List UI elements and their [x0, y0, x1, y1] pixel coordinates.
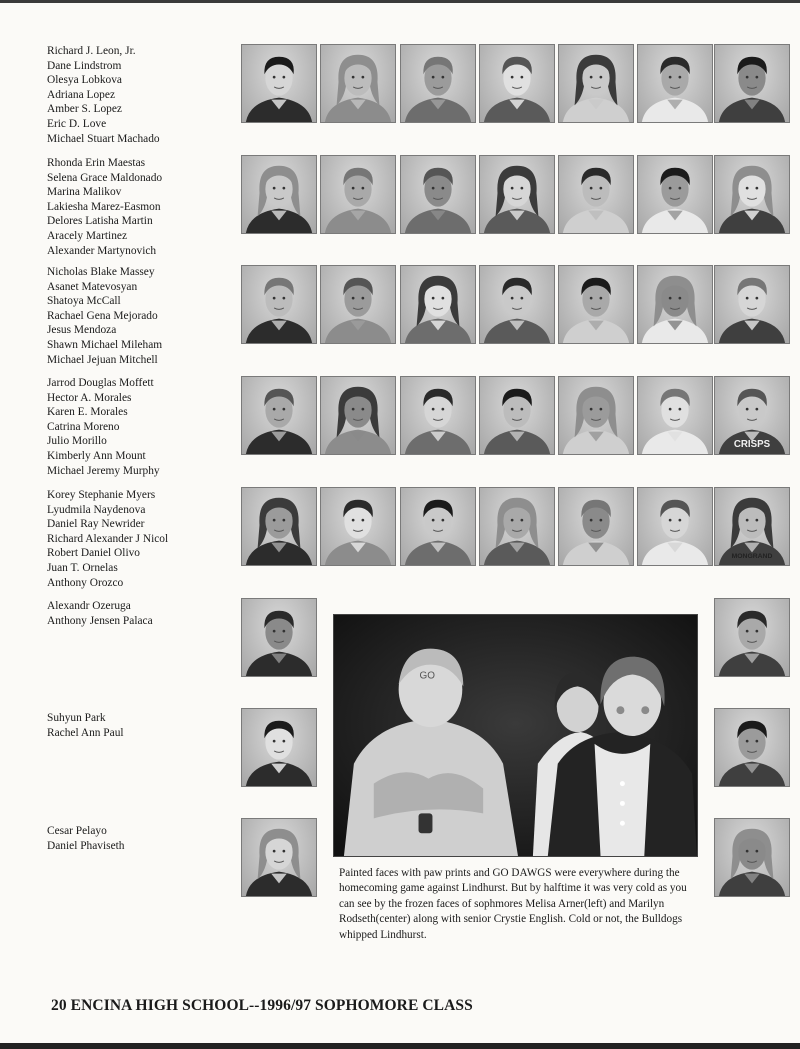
- student-name: Selena Grace Maldonado: [47, 171, 163, 184]
- student-name: Michael Jejuan Mitchell: [47, 353, 158, 366]
- student-portrait: [479, 487, 555, 566]
- student-portrait: [714, 708, 790, 787]
- student-name: Rachael Gena Mejorado: [47, 309, 158, 322]
- student-name: Catrina Moreno: [47, 420, 120, 433]
- student-portrait: [637, 155, 713, 234]
- student-portrait: [558, 376, 634, 455]
- student-name: Robert Daniel Olivo: [47, 547, 141, 560]
- student-portrait: [714, 44, 790, 123]
- student-portrait: [637, 487, 713, 566]
- name-group-6: [47, 599, 227, 628]
- student-portrait: [241, 487, 317, 566]
- student-portrait: [714, 155, 790, 234]
- student-portrait: [400, 44, 476, 123]
- student-name: Adriana Lopez: [47, 88, 115, 101]
- student-name: Lakiesha Marez-Easmon: [47, 200, 161, 213]
- student-name: Shawn Michael Mileham: [47, 338, 163, 351]
- student-name: Cesar Pelayo: [47, 825, 107, 837]
- student-name: Asanet Matevosyan: [47, 280, 138, 293]
- student-name: Jesus Mendoza: [47, 324, 117, 337]
- student-name: Lyudmila Naydenova: [47, 503, 146, 516]
- student-name: Eric D. Love: [47, 117, 107, 130]
- student-portrait: [714, 376, 790, 455]
- student-name: Delores Latisha Martin: [47, 215, 153, 228]
- name-group-3: [47, 265, 227, 367]
- name-group-2: [47, 156, 227, 258]
- name-group-8: [47, 824, 227, 853]
- student-portrait: [714, 265, 790, 344]
- student-portrait: [241, 598, 317, 677]
- student-name: Rachel Ann Paul: [47, 726, 124, 739]
- student-name: Michael Jeremy Murphy: [47, 464, 160, 477]
- student-portrait: [241, 708, 317, 787]
- student-portrait: [241, 376, 317, 455]
- student-name: Alexandr Ozeruga: [47, 600, 131, 612]
- student-portrait: [400, 155, 476, 234]
- name-group-5: [47, 488, 227, 590]
- student-name: Anthony Orozco: [47, 576, 124, 589]
- feature-photo: [333, 614, 698, 857]
- bottom-rule: [0, 1043, 800, 1049]
- student-name: Alexander Martynovich: [47, 244, 157, 257]
- student-portrait: [714, 487, 790, 566]
- student-portrait: [479, 265, 555, 344]
- student-name: Juan T. Ornelas: [47, 561, 118, 574]
- student-portrait: [241, 818, 317, 897]
- page-footer: 20 ENCINA HIGH SCHOOL--1996/97 SOPHOMORE CLASS: [51, 997, 473, 1014]
- feature-caption: Painted faces with paw prints and GO DAWGS were everywhere during the homecoming game against Lindhurst. But by halftime it was very cold as you can see by the frozen faces of sophmores Melisa Arner(left) and Marilyn Rodseth(center) along with senior Crystie English. Cold or not, the Bulldogs whipped Lindhurst.: [339, 867, 687, 941]
- top-rule: [0, 0, 800, 3]
- student-name: Nicholas Blake Massey: [47, 266, 155, 278]
- student-portrait: [714, 818, 790, 897]
- shirt-text: MONGRAND: [731, 553, 773, 561]
- student-portrait: [320, 376, 396, 455]
- student-portrait: [320, 155, 396, 234]
- student-name: Aracely Martinez: [47, 229, 128, 242]
- student-portrait: [241, 265, 317, 344]
- student-name: Julio Morillo: [47, 435, 107, 448]
- student-portrait: [637, 265, 713, 344]
- student-name: Kimberly Ann Mount: [47, 449, 146, 462]
- student-name: Richard Alexander J Nicol: [47, 532, 169, 545]
- student-name: Daniel Phaviseth: [47, 839, 125, 852]
- student-portrait: [558, 265, 634, 344]
- student-portrait: [558, 487, 634, 566]
- student-name: Karen E. Morales: [47, 406, 128, 419]
- student-name: Richard J. Leon, Jr.: [47, 45, 136, 57]
- student-name: Dane Lindstrom: [47, 59, 122, 72]
- student-name: Hector A. Morales: [47, 391, 132, 404]
- name-group-4: [47, 376, 227, 478]
- student-portrait: [558, 44, 634, 123]
- shirt-text: CRISPS: [733, 439, 771, 451]
- student-portrait: [400, 376, 476, 455]
- student-portrait: [637, 376, 713, 455]
- student-name: Rhonda Erin Maestas: [47, 157, 146, 169]
- student-portrait: [714, 598, 790, 677]
- student-portrait: [558, 155, 634, 234]
- student-name: Anthony Jensen Palaca: [47, 614, 153, 627]
- student-name: Amber S. Lopez: [47, 103, 122, 116]
- student-portrait: [320, 487, 396, 566]
- name-group-7: [47, 711, 227, 740]
- student-name: Olesya Lobkova: [47, 74, 122, 87]
- student-portrait: [241, 44, 317, 123]
- name-group-1: [47, 44, 227, 146]
- student-portrait: [320, 265, 396, 344]
- student-portrait: [320, 44, 396, 123]
- student-portrait: [479, 44, 555, 123]
- student-name: Michael Stuart Machado: [47, 132, 160, 145]
- student-name: Shatoya McCall: [47, 295, 121, 308]
- student-portrait: [637, 44, 713, 123]
- student-portrait: [479, 376, 555, 455]
- student-name: Daniel Ray Newrider: [47, 518, 145, 531]
- student-portrait: [479, 155, 555, 234]
- student-name: Suhyun Park: [47, 712, 106, 724]
- student-name: Jarrod Douglas Moffett: [47, 377, 154, 389]
- student-name: Korey Stephanie Myers: [47, 489, 156, 501]
- student-name: Marina Malikov: [47, 186, 122, 199]
- face-paint-text: GO: [419, 670, 435, 682]
- student-portrait: [241, 155, 317, 234]
- student-portrait: [400, 487, 476, 566]
- student-portrait: [400, 265, 476, 344]
